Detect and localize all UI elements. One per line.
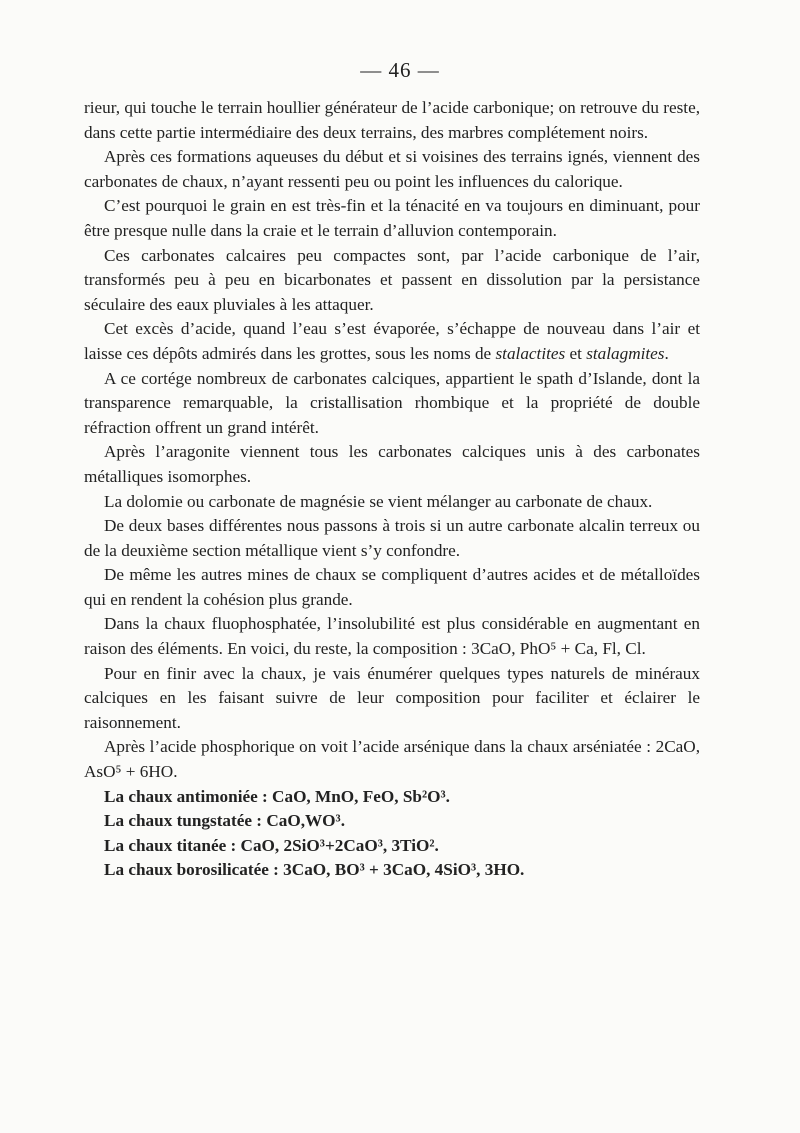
formula-borosilicatee: La chaux borosilicatée : 3CaO, BO³ + 3CaO, 4SiO³, 3HO. — [104, 860, 525, 880]
paragraph-5-text-after: . — [664, 343, 669, 363]
paragraph-5-text-mid: et — [565, 343, 587, 363]
paragraph-9: De deux bases différentes nous passons à trois si un autre carbonate alcalin terreux ou de la deuxième section métallique vient s’y confondre. — [84, 516, 700, 560]
paragraph-7: Après l’aragonite viennent tous les carbonates calciques unis à des carbonates métalliques isomorphes. — [84, 442, 700, 486]
paragraph-12: Pour en finir avec la chaux, je vais énumérer quelques types naturels de minéraux calciques en les faisant suivre de leur composition pour faciliter et éclairer le raisonnement. — [84, 663, 700, 732]
page-number: — 46 — — [360, 58, 440, 82]
paragraph-1: rieur, qui touche le terrain houllier générateur de l’acide carbonique; on retrouve du reste, dans cette partie intermédiaire des deux terrains, des marbres complétement noirs. — [84, 98, 700, 142]
paragraph-5 — [84, 317, 700, 366]
paragraph-10: De même les autres mines de chaux se compliquent d’autres acides et de métalloïdes qui en rendent la cohésion plus grande. — [84, 565, 700, 609]
paragraph-8: La dolomie ou carbonate de magnésie se vient mélanger au carbonate de chaux. — [104, 491, 653, 511]
paragraph-3: C’est pourquoi le grain en est très-fin et la ténacité en va toujours en diminuant, pour être presque nulle dans la craie et le terrain d’alluvion contemporain. — [84, 196, 700, 240]
formula-tungstatee: La chaux tungstatée : CaO,WO³. — [104, 811, 346, 831]
paragraph-6: A ce cortége nombreux de carbonates calciques, appartient le spath d’Islande, dont la transparence remarquable, la cristallisation rhombique et la propriété de double réfraction offrent un grand intérêt. — [84, 368, 700, 437]
formula-antimoniee: La chaux antimoniée : CaO, MnO, FeO, Sb²O³. — [104, 786, 450, 806]
formula-titanee: La chaux titanée : CaO, 2SiO³+2CaO³, 3TiO². — [104, 835, 439, 855]
stalactites-term: stalactites — [495, 343, 566, 363]
paragraph-4: Ces carbonates calcaires peu compactes sont, par l’acide carbonique de l’air, transformés peu à peu en bicarbonates et passent en dissolution par la persistance séculaire des eaux pluviales à les attaquer. — [84, 245, 700, 314]
paragraph-11: Dans la chaux fluophosphatée, l’insolubilité est plus considérable en augmentant en raison des éléments. En voici, du reste, la composition : 3CaO, PhO⁵ + Ca, Fl, Cl. — [84, 614, 700, 659]
paragraph-5-text-before: Cet excès d’acide, quand l’eau s’est évaporée, s’échappe de nouveau dans l’air et laisse ces dépôts admirés dans les grottes, sous les noms de — [84, 319, 700, 363]
stalagmites-term: stalagmites — [586, 343, 665, 363]
body-text — [84, 96, 700, 883]
paragraph-13: Après l’acide phosphorique on voit l’acide arsénique dans la chaux arséniatée : 2CaO, AsO⁵ + 6HO. — [84, 737, 700, 782]
paragraph-2: Après ces formations aqueuses du début et si voisines des terrains ignés, viennent des carbonates de chaux, n’ayant ressenti peu ou point les influences du calorique. — [84, 147, 700, 191]
